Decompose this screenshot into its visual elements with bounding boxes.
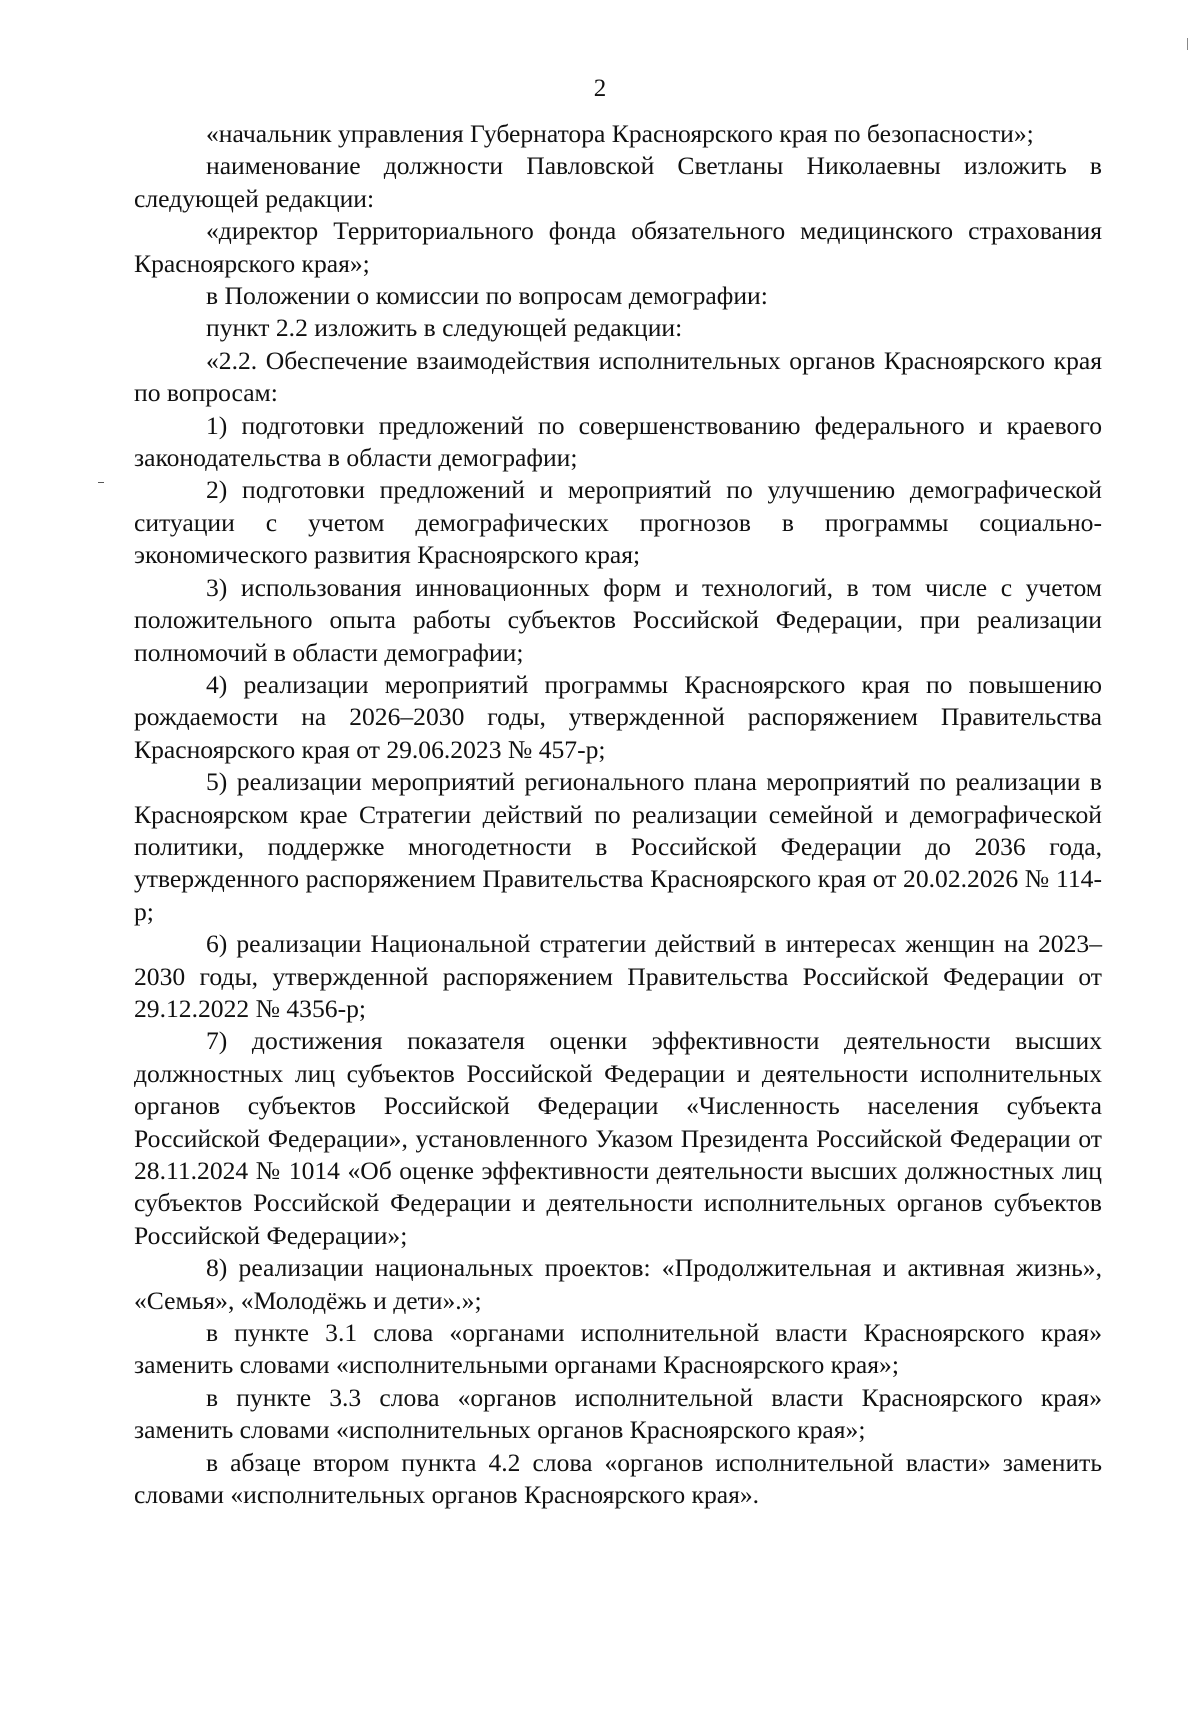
page-number: 2 — [593, 75, 607, 102]
list-item: 2) подготовки предложений и мероприятий по улучшению демографической ситуации с учетом демографических прогнозов в программы социально-экономического развития Красноярского края; — [134, 475, 1102, 570]
list-item: 1) подготовки предложений по совершенствованию федерального и краевого законодательства в области демографии; — [134, 410, 1102, 473]
paragraph: «начальник управления Губернатора Красноярского края по безопасности»; — [206, 119, 1034, 148]
paragraph: в пункте 3.3 слова «органов исполнительной власти Красноярского края» заменить словами «исполнительных органов Красноярского края»; — [134, 1382, 1102, 1445]
list-item: 5) реализации мероприятий регионального плана мероприятий по реализации в Красноярском крае Стратегии действий по реализации семейной и демографической политики, поддержке многодетности в Российской Федерации до 2036 года, утвержденного распоряжением Правительства Красноярского края от 20.02.2026 № 114-р; — [134, 767, 1102, 926]
scan-mark — [1187, 38, 1188, 50]
paragraph: в Положении о комиссии по вопросам демографии: — [206, 281, 768, 311]
list-item: 3) использования инновационных форм и технологий, в том числе с учетом положительного опыта работы субъектов Российской Федерации, при реализации полномочий в области демографии; — [134, 572, 1102, 667]
paragraph: «2.2. Обеспечение взаимодействия исполнительных органов Красноярского края по вопросам: — [134, 345, 1102, 408]
paragraph: «директор Территориального фонда обязательного медицинского страхования Красноярского края»; — [134, 216, 1102, 278]
paragraph: в абзаце втором пункта 4.2 слова «органов исполнительной власти» заменить словами «исполнительных органов Красноярского края». — [134, 1447, 1102, 1510]
document-body — [134, 118, 1102, 1511]
list-item: 4) реализации мероприятий программы Красноярского края по повышению рождаемости на 2026–2030 годы, утвержденной распоряжением Правительства Красноярского края от 29.06.2023 № 457-р; — [134, 669, 1102, 764]
paragraph: в пункте 3.1 слова «органами исполнительной власти Красноярского края» заменить словами «исполнительными органами Красноярского края»; — [134, 1318, 1102, 1380]
paragraph: пункт 2.2 изложить в следующей редакции: — [206, 313, 683, 343]
scan-mark — [98, 482, 104, 483]
paragraph: наименование должности Павловской Светланы Николаевны изложить в следующей редакции: — [134, 151, 1102, 213]
list-item: 6) реализации Национальной стратегии действий в интересах женщин на 2023–2030 годы, утвержденной распоряжением Правительства Российской Федерации от 29.12.2022 № 4356-р; — [134, 929, 1102, 1023]
list-item: 8) реализации национальных проектов: «Продолжительная и активная жизнь», «Семья», «Молодёжь и дети».»; — [134, 1253, 1102, 1315]
list-item: 7) достижения показателя оценки эффективности деятельности высших должностных лиц субъектов Российской Федерации и деятельности исполнительных органов субъектов Российской Федерации «Численность населения субъекта Российской Федерации», установленного Указом Президента Российской Федерации от 28.11.2024 № 1014 «Об оценке эффективности деятельности высших должностных лиц субъектов Российской Федерации и деятельности исполнительных органов субъектов Российской Федерации»; — [134, 1026, 1102, 1250]
